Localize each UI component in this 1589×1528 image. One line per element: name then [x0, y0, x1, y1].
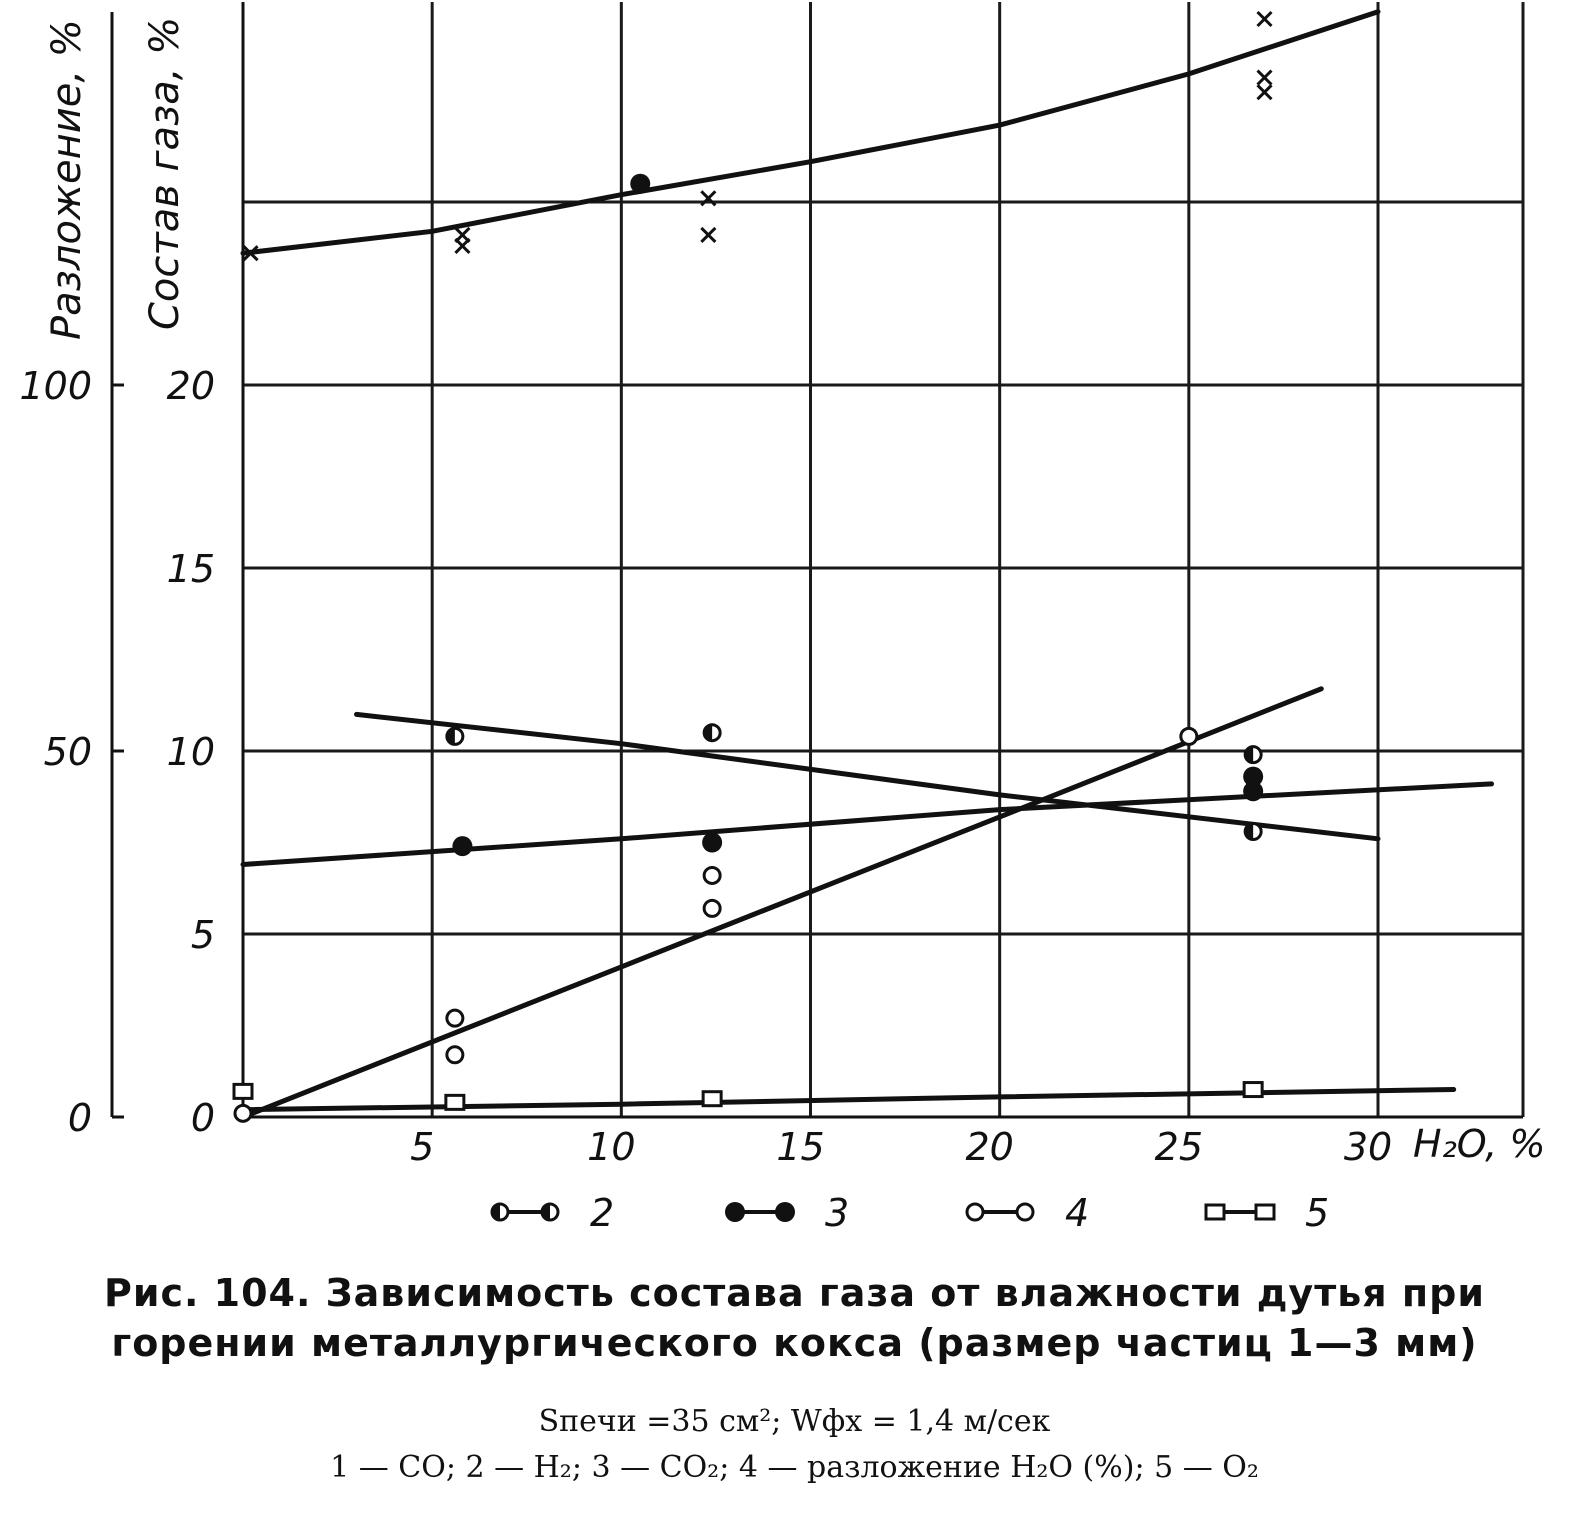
series-line-4 [243, 689, 1321, 1117]
point-half-circle [492, 1204, 508, 1220]
y-right-tick-label: 5 [190, 913, 215, 957]
point-open-circle [704, 867, 720, 883]
x-tick-label: 25 [1154, 1125, 1204, 1169]
legend-label: 5 [1305, 1191, 1330, 1235]
x-tick-label: 15 [776, 1125, 825, 1169]
point-half-circle [704, 725, 720, 741]
legend-item-4 [967, 1191, 1089, 1235]
caption-title-line1: Рис. 104. Зависимость состава газа от влажности дутья при [104, 1271, 1485, 1315]
legend-item-3 [725, 1191, 849, 1235]
ticks [19, 364, 1392, 1169]
point-cross [1258, 12, 1272, 26]
point-filled-circle [725, 1202, 745, 1222]
point-open-circle [235, 1105, 251, 1121]
y-right-tick-label: 15 [166, 547, 215, 591]
y-right-tick-label: 10 [166, 730, 215, 774]
point-open-square [703, 1092, 721, 1106]
legend-label: 3 [825, 1191, 850, 1235]
point-open-circle [967, 1204, 983, 1220]
point-open-square [1244, 1083, 1262, 1097]
legend-label: 2 [590, 1191, 615, 1235]
x-tick-label: 10 [587, 1125, 636, 1169]
point-filled-circle [775, 1202, 795, 1222]
point-open-square [1206, 1205, 1224, 1219]
point-cross [701, 228, 715, 242]
x-tick-label: 20 [965, 1125, 1014, 1169]
point-open-circle [704, 900, 720, 916]
point-filled-circle [452, 836, 472, 856]
y-left-axis-title: Разложение, % [44, 19, 90, 340]
point-open-circle [1181, 728, 1197, 744]
point-half-circle [447, 728, 463, 744]
point-cross [1258, 85, 1272, 99]
legend-item-5 [1206, 1191, 1329, 1235]
y-left-tick-label: 50 [43, 730, 92, 774]
legend [492, 1191, 1329, 1235]
caption-params: Sпечи =35 см²; Wфх = 1,4 м/сек [538, 1404, 1051, 1439]
axes [112, 2, 1523, 1117]
point-cross [455, 239, 469, 253]
y-right-tick-label: 0 [190, 1096, 215, 1140]
y-right-tick-label: 20 [166, 364, 215, 408]
caption-legend-text: 1 — CO; 2 — H₂; 3 — CO₂; 4 — разложение H₂O (%); 5 — O₂ [330, 1450, 1259, 1485]
legend-label: 4 [1065, 1191, 1090, 1235]
point-half-circle [542, 1204, 558, 1220]
y-left-tick-label: 100 [19, 364, 92, 408]
series-lines [243, 12, 1492, 1117]
point-filled-circle [702, 833, 722, 853]
series-line-3 [243, 784, 1492, 865]
y-left-tick-label: 0 [67, 1096, 92, 1140]
x-tick-label: 5 [410, 1125, 435, 1169]
figure-caption [0, 1268, 1589, 1368]
x-axis-title: H₂O, % [1413, 1122, 1546, 1166]
point-open-circle [447, 1047, 463, 1063]
point-half-circle [1245, 747, 1261, 763]
point-half-circle [1245, 824, 1261, 840]
point-open-circle [447, 1010, 463, 1026]
caption-title-line2: горении металлургического кокса (размер частиц 1—3 мм) [111, 1321, 1478, 1365]
y-right-axis-title: Состав газа, % [142, 16, 188, 330]
point-filled-circle [1243, 767, 1263, 787]
point-open-square [1256, 1205, 1274, 1219]
grid [243, 2, 1523, 1117]
x-tick-label: 30 [1343, 1125, 1393, 1169]
point-cross [1258, 71, 1272, 85]
point-open-square [446, 1095, 464, 1109]
point-open-circle [1017, 1204, 1033, 1220]
legend-item-2 [492, 1191, 614, 1235]
point-filled-circle [630, 174, 650, 194]
point-open-square [234, 1084, 252, 1098]
series-line-5 [243, 1090, 1454, 1110]
